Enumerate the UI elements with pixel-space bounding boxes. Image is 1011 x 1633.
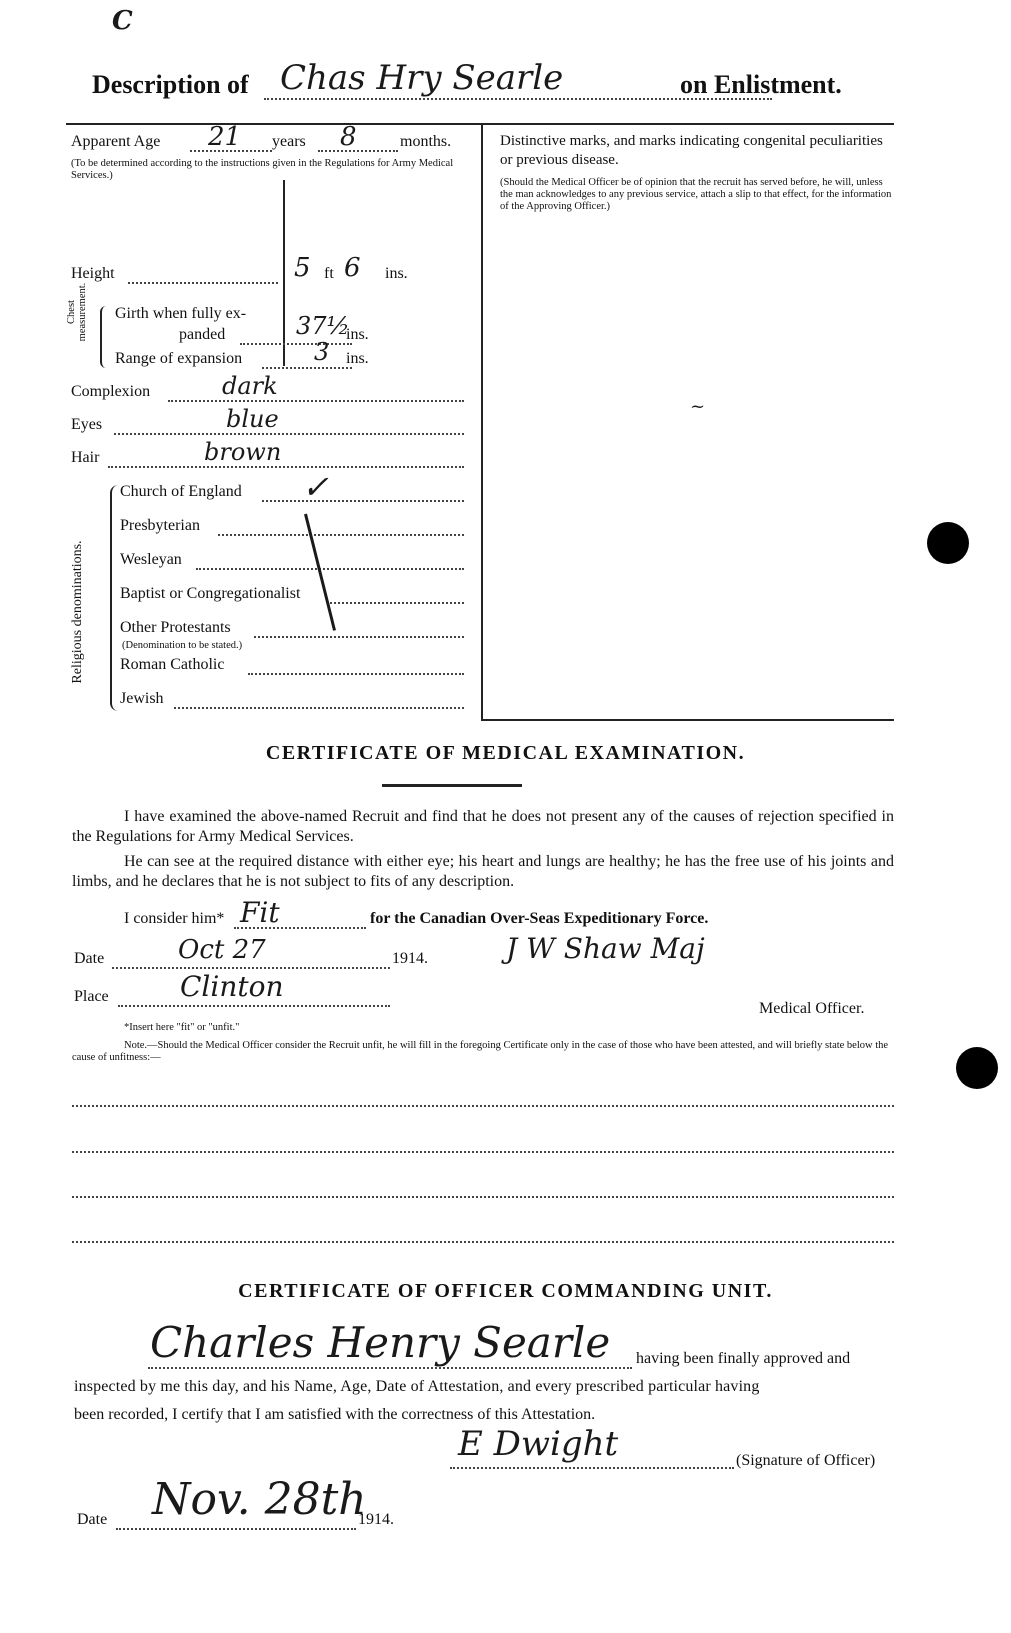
corner-mark: C [112, 6, 133, 36]
chest-brace [100, 306, 110, 368]
unfitness-line-4 [72, 1241, 894, 1243]
medical-para-2: He can see at the required distance with either eye; his heart and lungs are healthy; he has the free use of his joints and limbs, and he declares that he is not subject to fits of any description. [72, 853, 894, 890]
medical-place-value: Clinton [180, 970, 284, 1003]
medical-heading: CERTIFICATE OF MEDICAL EXAMINATION. [265, 742, 746, 764]
age-months-label: months. [400, 133, 452, 150]
religion-presbyterian: Presbyterian [120, 517, 200, 534]
religion-line-6 [174, 707, 464, 709]
religion-church-of-england: Church of England [120, 483, 242, 500]
medical-date-year: 1914. [392, 950, 428, 967]
eyes-value: blue [226, 405, 279, 433]
punch-hole-1 [927, 522, 969, 564]
unfitness-line-3 [72, 1196, 894, 1198]
age-label: Apparent Age [71, 133, 161, 150]
age-years-label: years [272, 133, 306, 150]
punch-hole-2 [956, 1047, 998, 1089]
chest-girth-line [240, 343, 352, 345]
age-months-line [318, 150, 398, 152]
medical-consider-suffix: for the Canadian Over-Seas Expeditionary Force. [370, 910, 709, 927]
religion-other-protestants: Other Protestants [120, 619, 231, 636]
chest-girth-unit: ins. [346, 326, 369, 343]
commanding-line-3: been recorded, I certify that I am satisfied with the correctness of this Attestation. [74, 1406, 596, 1423]
religion-line-4 [254, 636, 464, 638]
age-note: (To be determined according to the instructions given in the Regulations for Army Medical Services.) [71, 158, 454, 181]
medical-date-line [112, 967, 390, 969]
medical-officer-label: Medical Officer. [759, 1000, 865, 1017]
chest-girth-value: 37½ [296, 312, 350, 340]
religion-line-1 [218, 534, 464, 536]
religion-bracket-stroke [304, 514, 336, 631]
eyes-line [114, 433, 464, 435]
complexion-value: dark [222, 372, 278, 400]
hair-value: brown [204, 438, 282, 466]
title-suffix: on Enlistment. [680, 70, 842, 99]
medical-place-label: Place [74, 988, 109, 1005]
medical-para-1: I have examined the above-named Recruit and find that he does not present any of the causes of rejection specified in the Regulations for Army Medical Services. [72, 808, 894, 845]
complexion-label: Complexion [71, 383, 151, 400]
eyes-label: Eyes [71, 416, 103, 433]
commanding-heading: CERTIFICATE OF OFFICER COMMANDING UNIT. [238, 1280, 773, 1302]
unfitness-line-2 [72, 1151, 894, 1153]
unfitness-line-1 [72, 1105, 894, 1107]
hair-label: Hair [71, 449, 100, 466]
religion-baptist: Baptist or Congregationalist [120, 585, 301, 602]
chest-girth-label-2: panded [179, 326, 226, 343]
medical-fit-value: Fit [240, 896, 280, 929]
distinctive-scribble: ~ [690, 396, 706, 417]
height-label: Height [71, 265, 115, 282]
medical-date-value: Oct 27 [178, 935, 266, 965]
hair-line [108, 466, 464, 468]
religion-roman-catholic: Roman Catholic [120, 656, 225, 673]
height-ins-value: 6 [344, 253, 361, 283]
distinctive-marks-note: (Should the Medical Officer be of opinion that the recruit has served before, he will, unless the man acknowledges to any previous service, attach a slip to that effect, for the information of the Approving Officer.) [500, 177, 892, 212]
chest-range-line [262, 367, 352, 369]
medical-unfit-note: Note.—Should the Medical Officer consider the Recruit unfit, he will fill in the foregoing Certificate only in the case of those who have been attested, and will briefly state below the cause of unfitness:— [72, 1040, 889, 1063]
commanding-line-2: inspected by me this day, and his Name, Age, Date of Attestation, and every prescribed particular having [74, 1378, 760, 1395]
column-divider [481, 123, 483, 721]
medical-insert-note: *Insert here "fit" or "unfit." [124, 1022, 240, 1033]
religion-jewish: Jewish [120, 690, 164, 707]
religion-line-3 [330, 602, 464, 604]
religion-check-mark: ✓ [302, 468, 329, 506]
title-prefix: Description of [92, 70, 249, 99]
chest-range-value: 3 [314, 338, 330, 366]
recruit-name-handwritten: Chas Hry Searle [280, 58, 564, 98]
distinctive-marks-label: Distinctive marks, and marks indicating congenital peculiarities or previous disease. [500, 133, 883, 168]
bottom-rule-top-section [481, 719, 894, 721]
commanding-date-line [116, 1528, 356, 1530]
height-ins-label: ins. [385, 265, 408, 282]
religion-wesleyan: Wesleyan [120, 551, 182, 568]
commanding-date-year: 1914. [358, 1511, 394, 1528]
top-rule [66, 123, 894, 125]
commanding-line-1-suffix: having been finally approved and [636, 1350, 851, 1367]
medical-date-label: Date [74, 950, 105, 967]
commanding-date-value: Nov. 28th [152, 1474, 367, 1525]
religion-side-label [70, 532, 86, 692]
religion-line-2 [196, 568, 464, 570]
fit-column-line [283, 180, 285, 366]
chest-range-unit: ins. [346, 350, 369, 367]
commanding-signature-label: (Signature of Officer) [736, 1452, 876, 1469]
medical-consider-prefix: I consider him* [124, 910, 225, 927]
commanding-name-line [148, 1367, 632, 1369]
height-ft-label: ft [324, 265, 334, 282]
height-ft-value: 5 [294, 253, 311, 283]
religion-other-note: (Denomination to be stated.) [122, 640, 243, 651]
religion-line-5 [248, 673, 464, 675]
page-title [92, 58, 892, 108]
commanding-officer-signature: E Dwight [458, 1424, 619, 1464]
commanding-recruit-name: Charles Henry Searle [150, 1318, 611, 1367]
commanding-signature-line [450, 1467, 734, 1469]
religion-brace [110, 485, 120, 711]
medical-place-line [118, 1005, 390, 1007]
commanding-date-label: Date [77, 1511, 108, 1528]
religion-line-0 [262, 500, 464, 502]
chest-range-label: Range of expansion [115, 350, 243, 367]
age-months-value: 8 [340, 122, 357, 152]
religion-side-label-text: Religious denominations. [70, 540, 85, 684]
medical-heading-rule [382, 784, 522, 787]
chest-girth-label-1: Girth when fully ex- [115, 305, 247, 322]
chest-side-label: Chest measurement. [66, 282, 88, 342]
medical-officer-signature: J W Shaw Maj [506, 932, 705, 965]
age-years-value: 21 [208, 122, 242, 152]
height-line [128, 282, 278, 284]
complexion-line [168, 400, 464, 402]
